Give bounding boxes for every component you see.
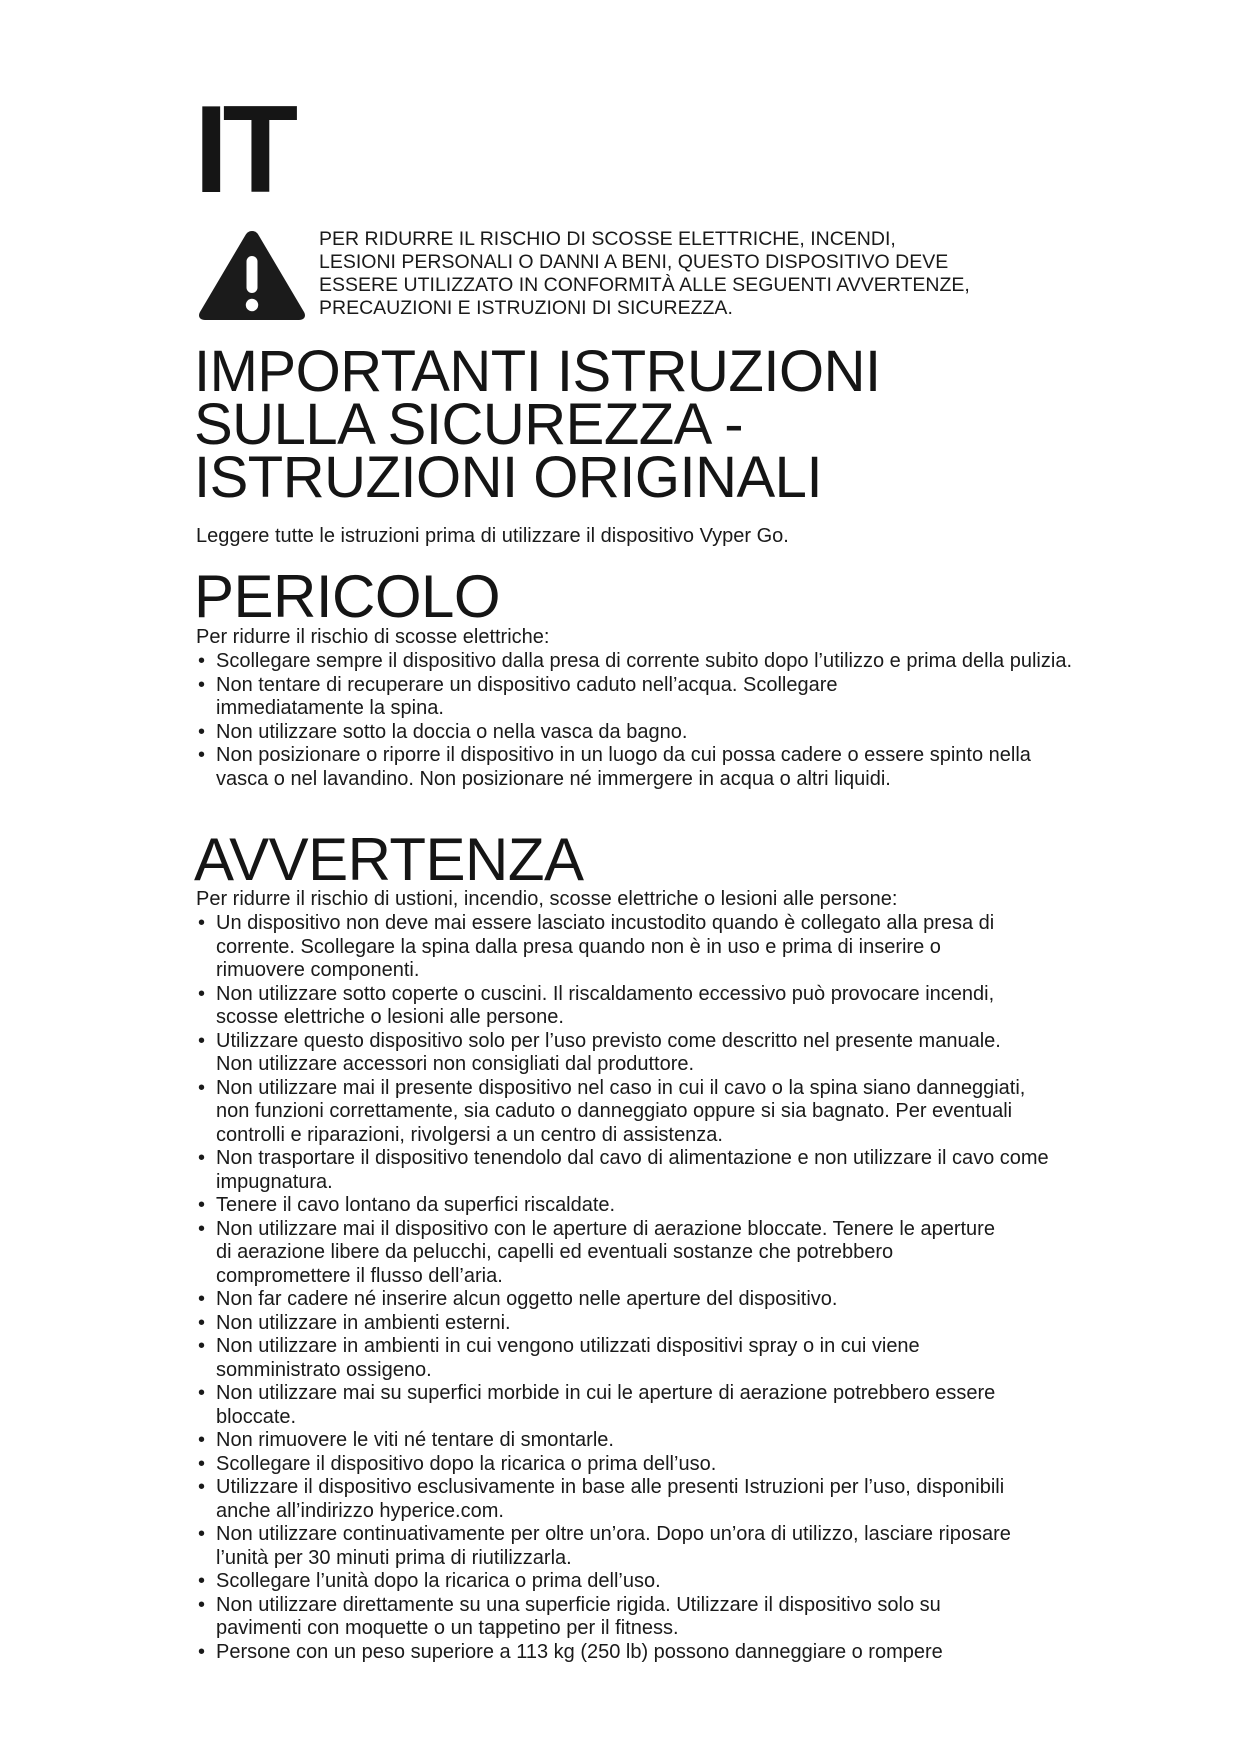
main-title-line: ISTRUZIONI ORIGINALI	[194, 445, 823, 510]
list-item: • Non far cadere né inserire alcun oggetto nelle aperture del dispositivo.	[196, 1288, 1086, 1312]
main-title-line: SULLA SICUREZZA -	[194, 392, 744, 457]
warning-text	[319, 228, 1079, 320]
danger-subtitle: Per ridurre il rischio di scosse elettriche:	[196, 626, 550, 648]
warning-list	[196, 912, 1086, 1664]
danger-list	[196, 650, 1086, 791]
list-item: • Non trasportare il dispositivo tenendolo dal cavo di alimentazione e non utilizzare il cavo come impugnatura.	[196, 1147, 1066, 1194]
safety-warning-block	[196, 228, 1076, 328]
list-item: • Un dispositivo non deve mai essere lasciato incustodito quando è collegato alla presa di corrente. Scollegare la spina dalla presa quando non è in uso e prima di inserire o rimuovere componenti.	[196, 912, 1026, 983]
list-item: • Non utilizzare in ambienti esterni.	[196, 1312, 1086, 1336]
list-item: • Non tentare di recuperare un dispositivo caduto nell’acqua. Scollegare immediatamente la spina.	[196, 674, 936, 721]
list-item: • Scollegare sempre il dispositivo dalla presa di corrente subito dopo l’utilizzo e prima della pulizia.	[196, 650, 1076, 674]
list-item: • Non utilizzare mai su superfici morbide in cui le aperture di aerazione potrebbero essere bloccate.	[196, 1382, 1046, 1429]
list-item: • Scollegare l’unità dopo la ricarica o prima dell’uso.	[196, 1570, 1086, 1594]
intro-text: Leggere tutte le istruzioni prima di utilizzare il dispositivo Vyper Go.	[196, 525, 789, 547]
warning-text-line: PRECAUZIONI E ISTRUZIONI DI SICUREZZA.	[319, 297, 733, 319]
list-item: • Non utilizzare sotto coperte o cuscini. Il riscaldamento eccessivo può provocare incendi, scosse elettriche o lesioni alle persone.	[196, 983, 1026, 1030]
list-item: • Non utilizzare in ambienti in cui vengono utilizzati dispositivi spray o in cui viene somministrato ossigeno.	[196, 1335, 1026, 1382]
list-item: • Utilizzare il dispositivo esclusivamente in base alle presenti Istruzioni per l’uso, disponibili anche all’indirizzo hyperice.com.	[196, 1476, 1026, 1523]
list-item: • Persone con un peso superiore a 113 kg (250 lb) possono danneggiare o rompere	[196, 1641, 1106, 1665]
warning-subtitle: Per ridurre il rischio di ustioni, incendio, scosse elettriche o lesioni alle persone:	[196, 888, 898, 910]
list-item: • Non utilizzare sotto la doccia o nella vasca da bagno.	[196, 721, 1086, 745]
list-item: • Scollegare il dispositivo dopo la ricarica o prima dell’uso.	[196, 1453, 1086, 1477]
list-item: • Tenere il cavo lontano da superfici riscaldate.	[196, 1194, 1086, 1218]
main-title-line: IMPORTANTI ISTRUZIONI	[194, 339, 881, 404]
list-item: • Non utilizzare mai il dispositivo con le aperture di aerazione bloccate. Tenere le aperture di aerazione libere da pelucchi, capelli ed eventuali sostanze che potrebbero compromettere il flusso dell’aria.	[196, 1218, 1006, 1289]
list-item: • Non posizionare o riporre il dispositivo in un luogo da cui possa cadere o essere spinto nella vasca o nel lavandino. Non posizionare né immergere in acqua o altri liquidi.	[196, 744, 1088, 791]
warning-text-line: PER RIDURRE IL RISCHIO DI SCOSSE ELETTRICHE, INCENDI,	[319, 228, 896, 250]
warning-title: AVVERTENZA	[194, 826, 584, 893]
warning-triangle-icon	[196, 228, 308, 323]
list-item: • Non rimuovere le viti né tentare di smontarle.	[196, 1429, 1086, 1453]
list-item: • Non utilizzare continuativamente per oltre un’ora. Dopo un’ora di utilizzo, lasciare riposare l’unità per 30 minuti prima di riutilizzarla.	[196, 1523, 1046, 1570]
list-item: • Non utilizzare mai il presente dispositivo nel caso in cui il cavo o la spina siano danneggiati, non funzioni correttamente, sia caduto o danneggiato oppure si sia bagnato. Per eventuali controlli e riparazioni, rivolgersi a un centro di assistenza.	[196, 1077, 1038, 1148]
list-item: • Non utilizzare direttamente su una superficie rigida. Utilizzare il dispositivo solo su pavimenti con moquette o un tappetino per il fitness.	[196, 1594, 1026, 1641]
warning-text-line: ESSERE UTILIZZATO IN CONFORMITÀ ALLE SEGUENTI AVVERTENZE,	[319, 274, 970, 296]
main-title	[194, 339, 1094, 510]
language-code: IT	[194, 81, 293, 219]
warning-text-line: LESIONI PERSONALI O DANNI A BENI, QUESTO DISPOSITIVO DEVE	[319, 251, 949, 273]
list-item: • Utilizzare questo dispositivo solo per l’uso previsto come descritto nel presente manuale. Non utilizzare accessori non consigliati dal produttore.	[196, 1030, 1026, 1077]
danger-title: PERICOLO	[194, 563, 501, 630]
